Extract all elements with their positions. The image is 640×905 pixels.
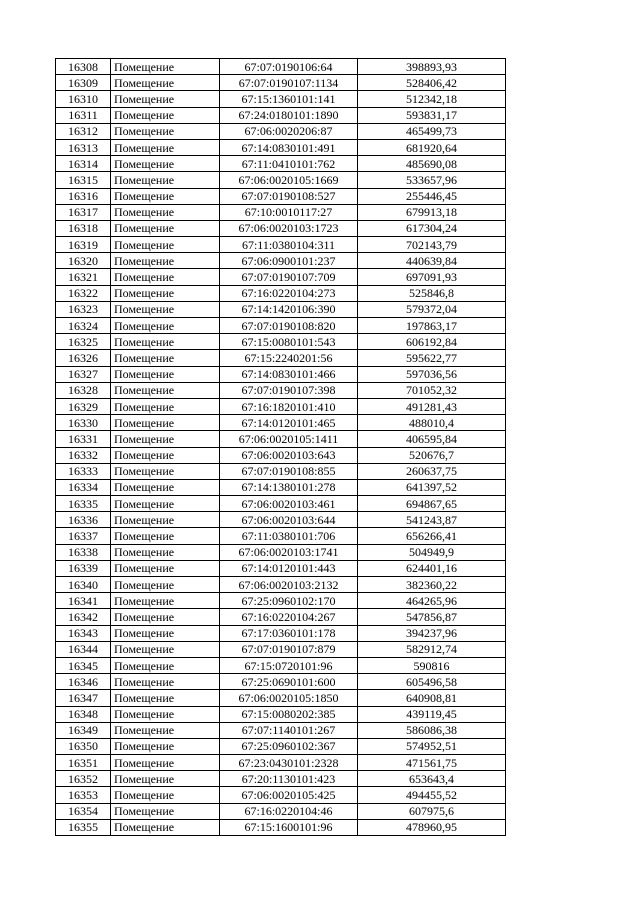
table-row	[56, 512, 506, 528]
cadastral-value-cell: 617304,24	[358, 220, 506, 236]
cadastral-number-cell: 67:14:1420106:390	[220, 301, 358, 317]
cadastral-number-cell: 67:06:0020206:87	[220, 123, 358, 139]
table-row	[56, 706, 506, 722]
cadastral-number-cell: 67:15:1600101:96	[220, 819, 358, 835]
cadastral-value-cell: 582912,74	[358, 641, 506, 657]
cadastral-number-cell: 67:07:0190108:527	[220, 188, 358, 204]
row-number-cell: 16327	[56, 366, 111, 382]
table-row	[56, 755, 506, 771]
cadastral-number-cell: 67:17:0360101:178	[220, 625, 358, 641]
table-row	[56, 463, 506, 479]
cadastral-value-cell: 478960,95	[358, 819, 506, 835]
row-number-cell: 16336	[56, 512, 111, 528]
cadastral-value-cell: 641397,52	[358, 479, 506, 495]
object-type-cell: Помещение	[111, 188, 220, 204]
cadastral-number-cell: 67:07:0190107:879	[220, 641, 358, 657]
cadastral-value-cell: 494455,52	[358, 787, 506, 803]
table-row	[56, 415, 506, 431]
table-row	[56, 220, 506, 236]
table-row	[56, 722, 506, 738]
row-number-cell: 16344	[56, 641, 111, 657]
object-type-cell: Помещение	[111, 220, 220, 236]
cadastral-value-cell: 624401,16	[358, 560, 506, 576]
object-type-cell: Помещение	[111, 431, 220, 447]
table-row	[56, 382, 506, 398]
object-type-cell: Помещение	[111, 398, 220, 414]
cadastral-number-cell: 67:14:0120101:443	[220, 560, 358, 576]
row-number-cell: 16311	[56, 107, 111, 123]
row-number-cell: 16350	[56, 738, 111, 754]
row-number-cell: 16310	[56, 91, 111, 107]
cadastral-value-cell: 520676,7	[358, 447, 506, 463]
object-type-cell: Помещение	[111, 269, 220, 285]
cadastral-number-cell: 67:11:0380101:706	[220, 528, 358, 544]
table-row	[56, 528, 506, 544]
cadastral-value-cell: 528406,42	[358, 75, 506, 91]
table-row	[56, 253, 506, 269]
table-row	[56, 366, 506, 382]
cadastral-value-cell: 547856,87	[358, 609, 506, 625]
object-type-cell: Помещение	[111, 59, 220, 75]
row-number-cell: 16341	[56, 593, 111, 609]
table-row	[56, 301, 506, 317]
cadastral-value-cell: 504949,9	[358, 544, 506, 560]
object-type-cell: Помещение	[111, 463, 220, 479]
table-row	[56, 674, 506, 690]
table-row	[56, 447, 506, 463]
row-number-cell: 16325	[56, 334, 111, 350]
object-type-cell: Помещение	[111, 771, 220, 787]
table-row	[56, 641, 506, 657]
object-type-cell: Помещение	[111, 690, 220, 706]
object-type-cell: Помещение	[111, 301, 220, 317]
table-row	[56, 334, 506, 350]
cadastral-number-cell: 67:14:0120101:465	[220, 415, 358, 431]
row-number-cell: 16308	[56, 59, 111, 75]
cadastral-value-cell: 593831,17	[358, 107, 506, 123]
object-type-cell: Помещение	[111, 139, 220, 155]
table-row	[56, 431, 506, 447]
object-type-cell: Помещение	[111, 641, 220, 657]
table-row	[56, 59, 506, 75]
table-row	[56, 139, 506, 155]
row-number-cell: 16316	[56, 188, 111, 204]
cadastral-value-cell: 394237,96	[358, 625, 506, 641]
cadastral-value-cell: 574952,51	[358, 738, 506, 754]
cadastral-value-cell: 590816	[358, 657, 506, 673]
cadastral-value-cell: 488010,4	[358, 415, 506, 431]
object-type-cell: Помещение	[111, 204, 220, 220]
object-type-cell: Помещение	[111, 819, 220, 835]
cadastral-number-cell: 67:15:2240201:56	[220, 350, 358, 366]
row-number-cell: 16338	[56, 544, 111, 560]
object-type-cell: Помещение	[111, 706, 220, 722]
row-number-cell: 16330	[56, 415, 111, 431]
cadastral-number-cell: 67:06:0020103:2132	[220, 577, 358, 593]
cadastral-number-cell: 67:25:0960102:170	[220, 593, 358, 609]
object-type-cell: Помещение	[111, 415, 220, 431]
object-type-cell: Помещение	[111, 528, 220, 544]
cadastral-number-cell: 67:11:0410101:762	[220, 156, 358, 172]
row-number-cell: 16312	[56, 123, 111, 139]
object-type-cell: Помещение	[111, 496, 220, 512]
cadastral-number-cell: 67:07:0190108:855	[220, 463, 358, 479]
table-row	[56, 350, 506, 366]
cadastral-number-cell: 67:07:0190107:398	[220, 382, 358, 398]
cadastral-number-cell: 67:07:0190107:1134	[220, 75, 358, 91]
object-type-cell: Помещение	[111, 285, 220, 301]
cadastral-number-cell: 67:06:0020103:1741	[220, 544, 358, 560]
cadastral-value-cell: 491281,43	[358, 398, 506, 414]
row-number-cell: 16335	[56, 496, 111, 512]
cadastral-number-cell: 67:07:0190108:820	[220, 318, 358, 334]
table-row	[56, 803, 506, 819]
row-number-cell: 16329	[56, 398, 111, 414]
object-type-cell: Помещение	[111, 156, 220, 172]
object-type-cell: Помещение	[111, 512, 220, 528]
cadastral-value-cell: 541243,87	[358, 512, 506, 528]
row-number-cell: 16348	[56, 706, 111, 722]
object-type-cell: Помещение	[111, 544, 220, 560]
cadastral-number-cell: 67:06:0020103:1723	[220, 220, 358, 236]
cadastral-number-cell: 67:15:1360101:141	[220, 91, 358, 107]
table-row	[56, 318, 506, 334]
object-type-cell: Помещение	[111, 674, 220, 690]
row-number-cell: 16354	[56, 803, 111, 819]
cadastral-number-cell: 67:25:0690101:600	[220, 674, 358, 690]
cadastral-number-cell: 67:06:0020103:644	[220, 512, 358, 528]
table-row	[56, 123, 506, 139]
table-row	[56, 269, 506, 285]
cadastral-number-cell: 67:06:0020103:461	[220, 496, 358, 512]
cadastral-value-cell: 595622,77	[358, 350, 506, 366]
cadastral-value-cell: 533657,96	[358, 172, 506, 188]
object-type-cell: Помещение	[111, 318, 220, 334]
row-number-cell: 16343	[56, 625, 111, 641]
row-number-cell: 16328	[56, 382, 111, 398]
table-row	[56, 156, 506, 172]
cadastral-value-cell: 439119,45	[358, 706, 506, 722]
cadastral-value-cell: 440639,84	[358, 253, 506, 269]
object-type-cell: Помещение	[111, 755, 220, 771]
cadastral-value-cell: 579372,04	[358, 301, 506, 317]
row-number-cell: 16314	[56, 156, 111, 172]
cadastral-number-cell: 67:06:0020105:425	[220, 787, 358, 803]
table-row	[56, 496, 506, 512]
cadastral-number-cell: 67:16:0220104:267	[220, 609, 358, 625]
table-row	[56, 204, 506, 220]
row-number-cell: 16334	[56, 479, 111, 495]
object-type-cell: Помещение	[111, 625, 220, 641]
cadastral-number-cell: 67:25:0960102:367	[220, 738, 358, 754]
table-row	[56, 819, 506, 835]
cadastral-number-cell: 67:15:0080202:385	[220, 706, 358, 722]
object-type-cell: Помещение	[111, 237, 220, 253]
cadastral-value-cell: 406595,84	[358, 431, 506, 447]
cadastral-value-cell: 398893,93	[358, 59, 506, 75]
cadastral-value-cell: 701052,32	[358, 382, 506, 398]
row-number-cell: 16313	[56, 139, 111, 155]
table-row	[56, 577, 506, 593]
cadastral-value-cell: 605496,58	[358, 674, 506, 690]
cadastral-value-cell: 606192,84	[358, 334, 506, 350]
cadastral-value-cell: 653643,4	[358, 771, 506, 787]
cadastral-value-cell: 694867,65	[358, 496, 506, 512]
row-number-cell: 16346	[56, 674, 111, 690]
table-row	[56, 285, 506, 301]
cadastral-number-cell: 67:16:0220104:273	[220, 285, 358, 301]
cadastral-number-cell: 67:07:1140101:267	[220, 722, 358, 738]
object-type-cell: Помещение	[111, 657, 220, 673]
row-number-cell: 16342	[56, 609, 111, 625]
row-number-cell: 16351	[56, 755, 111, 771]
cadastral-number-cell: 67:06:0020105:1669	[220, 172, 358, 188]
table-row	[56, 479, 506, 495]
cadastral-number-cell: 67:06:0020105:1411	[220, 431, 358, 447]
cadastral-number-cell: 67:06:0900101:237	[220, 253, 358, 269]
cadastral-number-cell: 67:24:0180101:1890	[220, 107, 358, 123]
cadastral-value-cell: 260637,75	[358, 463, 506, 479]
table-row	[56, 75, 506, 91]
row-number-cell: 16337	[56, 528, 111, 544]
cadastral-value-cell: 679913,18	[358, 204, 506, 220]
row-number-cell: 16321	[56, 269, 111, 285]
row-number-cell: 16339	[56, 560, 111, 576]
cadastral-number-cell: 67:16:1820101:410	[220, 398, 358, 414]
table-row	[56, 107, 506, 123]
cadastral-number-cell: 67:14:0830101:466	[220, 366, 358, 382]
cadastral-value-cell: 512342,18	[358, 91, 506, 107]
cadastral-number-cell: 67:14:0830101:491	[220, 139, 358, 155]
cadastral-value-cell: 681920,64	[358, 139, 506, 155]
row-number-cell: 16318	[56, 220, 111, 236]
cadastral-number-cell: 67:23:0430101:2328	[220, 755, 358, 771]
table-row	[56, 237, 506, 253]
cadastral-value-cell: 464265,96	[358, 593, 506, 609]
row-number-cell: 16309	[56, 75, 111, 91]
cadastral-value-cell: 465499,73	[358, 123, 506, 139]
table-row	[56, 771, 506, 787]
cadastral-value-cell: 640908,81	[358, 690, 506, 706]
object-type-cell: Помещение	[111, 738, 220, 754]
table-row	[56, 544, 506, 560]
object-type-cell: Помещение	[111, 722, 220, 738]
table-row	[56, 560, 506, 576]
object-type-cell: Помещение	[111, 107, 220, 123]
cadastral-number-cell: 67:07:0190106:64	[220, 59, 358, 75]
cadastral-value-cell: 702143,79	[358, 237, 506, 253]
object-type-cell: Помещение	[111, 593, 220, 609]
cadastral-number-cell: 67:10:0010117:27	[220, 204, 358, 220]
cadastral-number-cell: 67:16:0220104:46	[220, 803, 358, 819]
object-type-cell: Помещение	[111, 609, 220, 625]
row-number-cell: 16320	[56, 253, 111, 269]
cadastral-value-cell: 255446,45	[358, 188, 506, 204]
row-number-cell: 16317	[56, 204, 111, 220]
table-row	[56, 625, 506, 641]
row-number-cell: 16319	[56, 237, 111, 253]
object-type-cell: Помещение	[111, 75, 220, 91]
row-number-cell: 16349	[56, 722, 111, 738]
table-row	[56, 657, 506, 673]
object-type-cell: Помещение	[111, 91, 220, 107]
table-row	[56, 593, 506, 609]
object-type-cell: Помещение	[111, 803, 220, 819]
cadastral-value-cell: 607975,6	[358, 803, 506, 819]
table-row	[56, 738, 506, 754]
row-number-cell: 16315	[56, 172, 111, 188]
object-type-cell: Помещение	[111, 334, 220, 350]
cadastral-number-cell: 67:20:1130101:423	[220, 771, 358, 787]
table-row	[56, 398, 506, 414]
table-row	[56, 188, 506, 204]
cadastral-number-cell: 67:15:0720101:96	[220, 657, 358, 673]
cadastral-number-cell: 67:06:0020105:1850	[220, 690, 358, 706]
object-type-cell: Помещение	[111, 172, 220, 188]
cadastral-number-cell: 67:07:0190107:709	[220, 269, 358, 285]
cadastral-value-cell: 197863,17	[358, 318, 506, 334]
cadastral-value-cell: 485690,08	[358, 156, 506, 172]
object-type-cell: Помещение	[111, 382, 220, 398]
table-row	[56, 609, 506, 625]
cadastral-value-cell: 697091,93	[358, 269, 506, 285]
cadastral-number-cell: 67:11:0380104:311	[220, 237, 358, 253]
object-type-cell: Помещение	[111, 123, 220, 139]
object-type-cell: Помещение	[111, 447, 220, 463]
cadastral-number-cell: 67:15:0080101:543	[220, 334, 358, 350]
object-type-cell: Помещение	[111, 577, 220, 593]
row-number-cell: 16353	[56, 787, 111, 803]
row-number-cell: 16352	[56, 771, 111, 787]
cadastral-value-cell: 525846,8	[358, 285, 506, 301]
table-row	[56, 172, 506, 188]
row-number-cell: 16333	[56, 463, 111, 479]
object-type-cell: Помещение	[111, 479, 220, 495]
cadastral-value-cell: 382360,22	[358, 577, 506, 593]
row-number-cell: 16347	[56, 690, 111, 706]
cadastral-value-cell: 586086,38	[358, 722, 506, 738]
cadastral-value-cell: 471561,75	[358, 755, 506, 771]
table-body	[56, 59, 506, 836]
object-type-cell: Помещение	[111, 350, 220, 366]
row-number-cell: 16355	[56, 819, 111, 835]
cadastral-value-cell: 656266,41	[358, 528, 506, 544]
cadastral-value-cell: 597036,56	[358, 366, 506, 382]
property-table	[55, 58, 506, 836]
row-number-cell: 16331	[56, 431, 111, 447]
table-row	[56, 787, 506, 803]
object-type-cell: Помещение	[111, 366, 220, 382]
object-type-cell: Помещение	[111, 253, 220, 269]
row-number-cell: 16345	[56, 657, 111, 673]
table-row	[56, 690, 506, 706]
row-number-cell: 16332	[56, 447, 111, 463]
cadastral-number-cell: 67:14:1380101:278	[220, 479, 358, 495]
row-number-cell: 16323	[56, 301, 111, 317]
object-type-cell: Помещение	[111, 787, 220, 803]
object-type-cell: Помещение	[111, 560, 220, 576]
row-number-cell: 16324	[56, 318, 111, 334]
row-number-cell: 16322	[56, 285, 111, 301]
table-row	[56, 91, 506, 107]
cadastral-number-cell: 67:06:0020103:643	[220, 447, 358, 463]
row-number-cell: 16340	[56, 577, 111, 593]
row-number-cell: 16326	[56, 350, 111, 366]
